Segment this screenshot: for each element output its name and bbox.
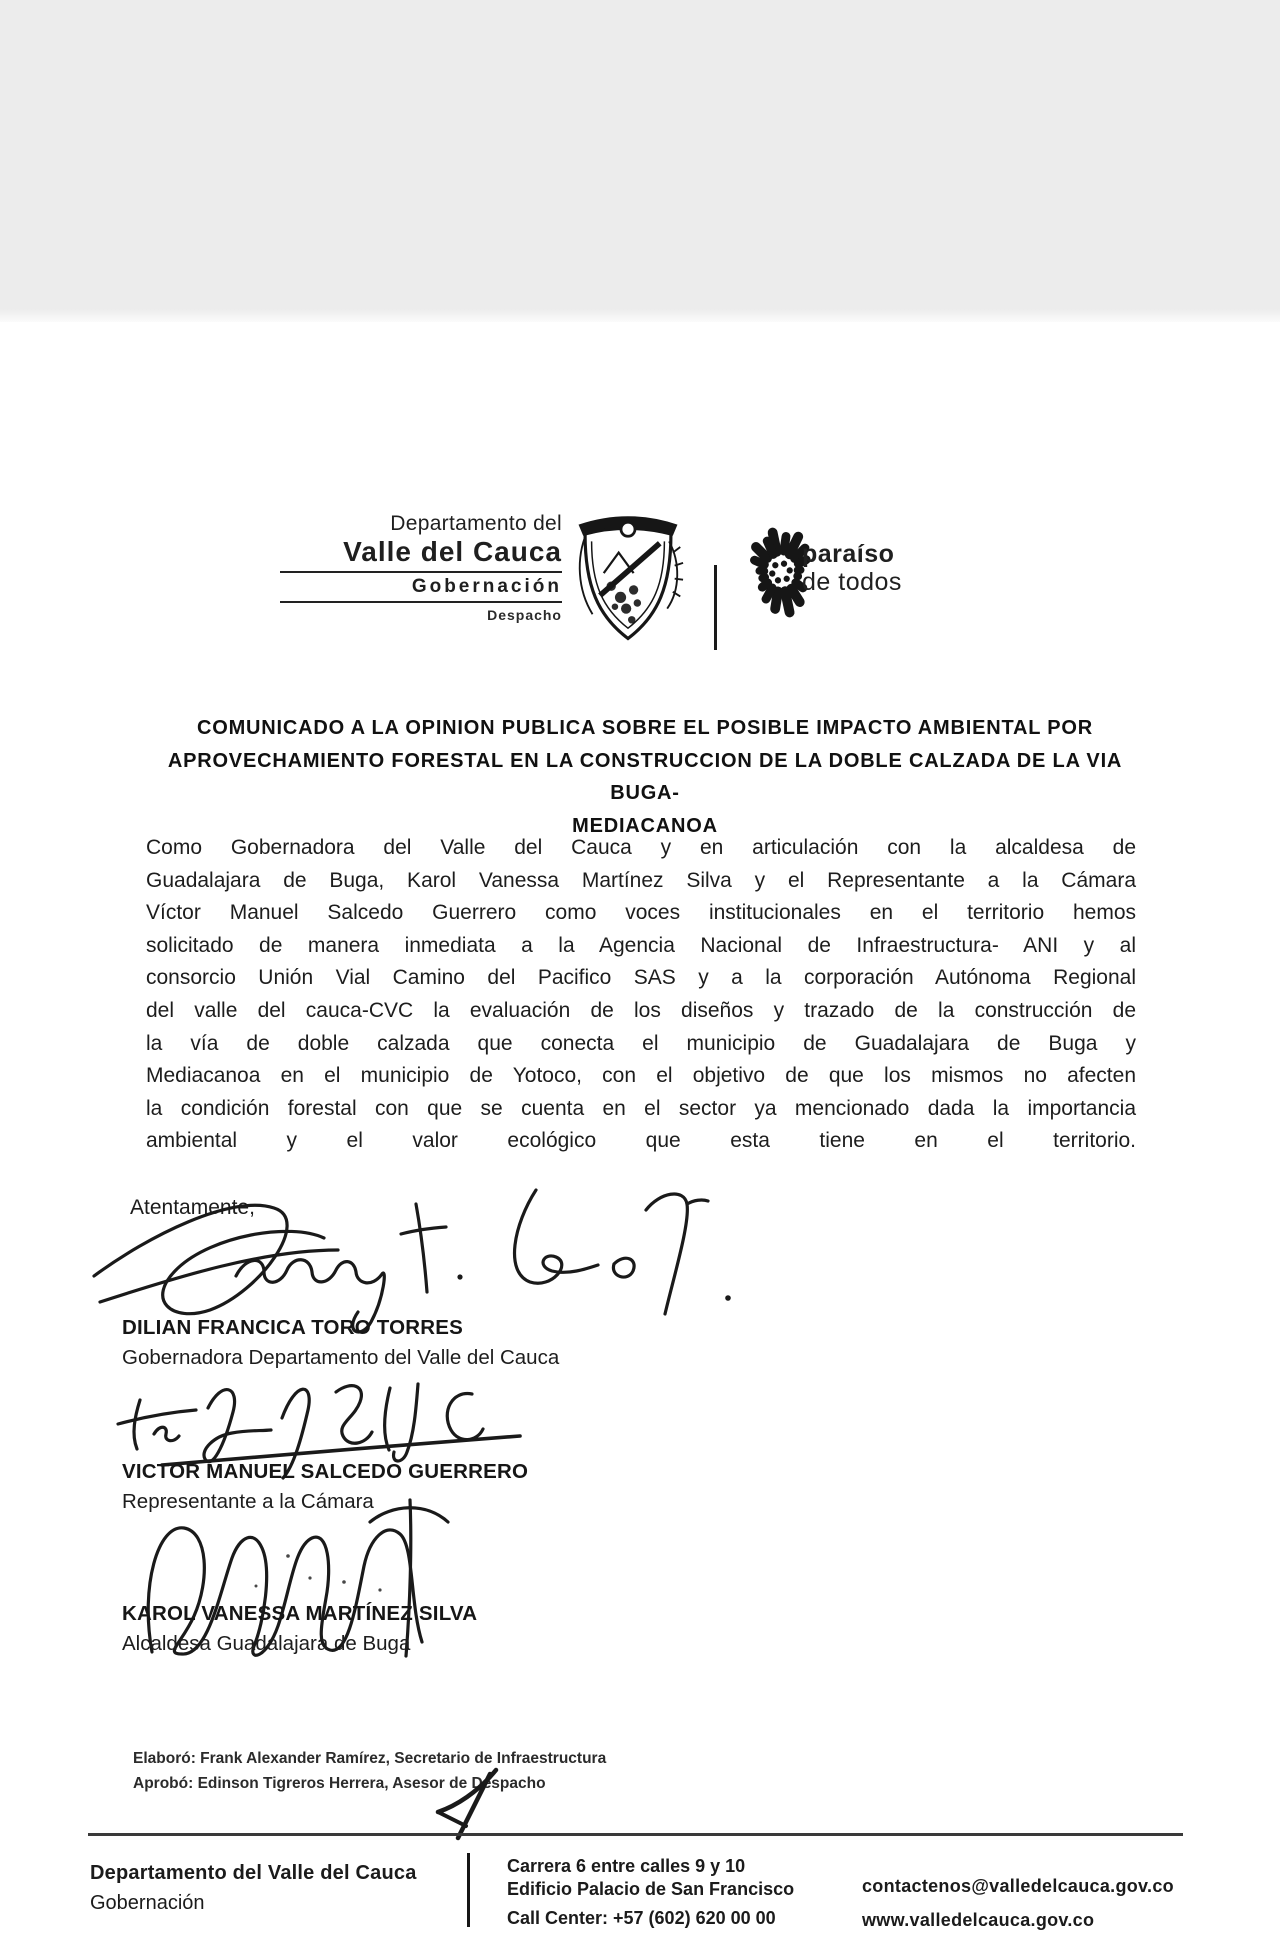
body-line: del valle del cauca-CVC la evaluación de los diseños y trazado de la construcción de — [146, 998, 1136, 1022]
footnote-aprobo: Aprobó: Edinson Tigreros Herrera, Asesor de Despacho — [133, 1775, 546, 1792]
letterhead-rule-top — [280, 571, 562, 573]
body-line: la vía de doble calzada que conecta el municipio de Guadalajara de Buga y — [146, 1031, 1136, 1055]
title-line-3: MEDIACANOA — [572, 814, 718, 837]
slogan-de-todos: de todos — [802, 568, 902, 596]
footer-address-line-2: Edificio Palacio de San Francisco — [507, 1879, 795, 1899]
footer-phone: Call Center: +57 (602) 620 00 00 — [507, 1908, 776, 1928]
signatory-role-2: Representante a la Cámara — [122, 1490, 374, 1513]
body-line: Como Gobernadora del Valle del Cauca y en articulación con la alcaldesa de — [146, 836, 1136, 859]
body-line: Guadalajara de Buga, Karol Vanessa Martínez Silva y el Representante a la Cámara — [146, 868, 1136, 892]
body-line: Víctor Manuel Salcedo Guerrero como voces institucionales en el territorio hemos — [146, 901, 1136, 925]
footer-website: www.valledelcauca.gov.co — [862, 1910, 1095, 1930]
footnote-elaboro: Elaboró: Frank Alexander Ramírez, Secretario de Infraestructura — [133, 1750, 607, 1767]
signatory-role-1: Gobernadora Departamento del Valle del Cauca — [122, 1346, 560, 1369]
letterhead-rule-bottom — [280, 601, 562, 603]
signatory-name-2: VICTOR MANUEL SALCEDO GUERRERO — [122, 1460, 529, 1483]
body-line: la condición forestal con que se cuenta en el sector ya mencionado dada la importancia — [146, 1096, 1136, 1120]
department-label: Departamento del — [390, 512, 562, 535]
signatory-name-1: DILIAN FRANCICA TORO TORRES — [122, 1316, 463, 1339]
body-line: ambiental y el valor ecológico que esta tiene en el territorio. — [146, 1129, 1136, 1153]
footer-address-line-1: Carrera 6 entre calles 9 y 10 — [507, 1856, 746, 1876]
slogan-paraiso: paraíso — [802, 540, 895, 568]
title-line-1: COMUNICADO A LA OPINION PUBLICA SOBRE EL POSIBLE IMPACTO AMBIENTAL POR — [196, 717, 1094, 739]
footer-email: contactenos@valledelcauca.gov.co — [862, 1876, 1174, 1896]
footer-rule — [88, 1833, 1183, 1836]
closing-salutation: Atentamente, — [130, 1196, 255, 1219]
body-line: solicitado de manera inmediata a la Agencia Nacional de Infraestructura- ANI y al — [146, 933, 1136, 957]
coat-of-arms-icon — [572, 504, 684, 646]
entity-name: Gobernación — [411, 576, 562, 597]
signatory-name-3: KAROL VANESSA MARTÍNEZ SILVA — [122, 1602, 478, 1625]
office-name: Despacho — [487, 607, 562, 623]
department-name: Valle del Cauca — [343, 536, 562, 567]
footer-org-sub: Gobernación — [90, 1892, 205, 1914]
body-paragraph — [146, 832, 1136, 1158]
letterhead-text-block — [280, 512, 562, 623]
document-title — [140, 712, 1150, 842]
top-gray-band — [0, 0, 1280, 322]
title-line-2: APROVECHAMIENTO FORESTAL EN LA CONSTRUCCION DE LA DOBLE CALZADA DE LA VIA BUGA- — [167, 749, 1123, 804]
letterhead-divider — [714, 565, 717, 650]
footer-divider — [467, 1853, 470, 1927]
approval-mark-icon — [432, 1762, 504, 1844]
signatory-role-3: Alcaldesa Guadalajara de Buga — [122, 1632, 411, 1655]
footer-org-name: Departamento del Valle del Cauca — [90, 1862, 417, 1884]
body-line: consorcio Unión Vial Camino del Pacifico SAS y a la corporación Autónoma Regional — [146, 966, 1136, 990]
body-line: Mediacanoa en el municipio de Yotoco, con el objetivo de que los mismos no afecten — [146, 1064, 1136, 1088]
